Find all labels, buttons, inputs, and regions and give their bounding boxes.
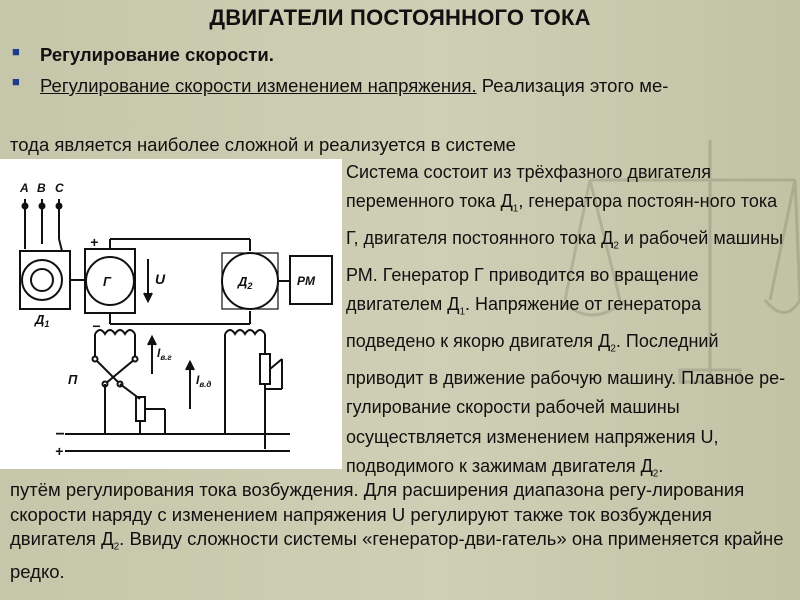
bus-plus-sign: + — [55, 443, 64, 459]
bullet-speed-regulation: Регулирование скорости. — [40, 44, 274, 65]
motor-field-coil — [225, 330, 265, 334]
working-machine-label: РМ — [297, 274, 315, 288]
plus-sign: + — [90, 234, 99, 250]
current-motor-label: $I_{в.д}$ — [196, 373, 212, 389]
phase-b-label: B — [37, 181, 46, 195]
motor-d1-label: $Д_1$ — [35, 312, 50, 329]
bullet2-rest: Реализация этого ме- — [476, 75, 669, 96]
bottom-description: путём регулирования тока возбуждения. Для расширения диапазона регу-лирования скорости наряду с изменением напряжения U регулируют также ток возбуждения двигателя $Д_2$. Ввиду сложности системы «генератор-дви-гатель» она применяется крайне редко. — [10, 479, 784, 583]
phase-a-label: A — [20, 181, 29, 195]
bullet-marker-icon: ■ — [12, 44, 20, 59]
motor-d2-label: $Д_2$ — [238, 274, 253, 291]
phase-c-label: C — [55, 181, 64, 195]
generator-rheostat — [136, 397, 145, 421]
slide-title: ДВИГАТЕЛИ ПОСТОЯННОГО ТОКА — [209, 5, 591, 30]
motor-rheostat — [260, 354, 270, 384]
generator-field-coil — [95, 330, 135, 334]
circuit-diagram — [0, 159, 342, 469]
continuation-line: тода является наиболее сложной и реализуется в системе — [10, 134, 516, 155]
right-description: Система состоит из трёхфазного двигателя переменного тока $Д_1$, генератора постоян-ного тока Г, двигателя постоянного тока $Д_2$ и рабочей машины РМ. Генератор Г приводится во вращение двигателем $Д_1$. Напряжение от генератора подведено к якорю двигателя $Д_2$. Последний приводит в движение рабочую машину. Плавное ре-гулирование скорости рабочей машины осуществляется изменением напряжения U, подводимого к зажимам двигателя $Д_2$. — [346, 162, 786, 480]
bullet-voltage-regulation — [40, 74, 800, 98]
bus-minus-sign: − — [55, 426, 65, 443]
bullet-marker-icon: ■ — [12, 74, 20, 89]
minus-sign: − — [92, 318, 101, 334]
underlined-heading: Регулирование скорости изменением напряжения. — [40, 75, 477, 96]
motor-d1-icon — [22, 260, 62, 300]
generator-label: Г — [103, 274, 111, 289]
switch-label: П — [68, 372, 78, 387]
current-gen-label: $I_{в.г}$ — [157, 346, 172, 362]
voltage-label: U — [155, 271, 166, 287]
